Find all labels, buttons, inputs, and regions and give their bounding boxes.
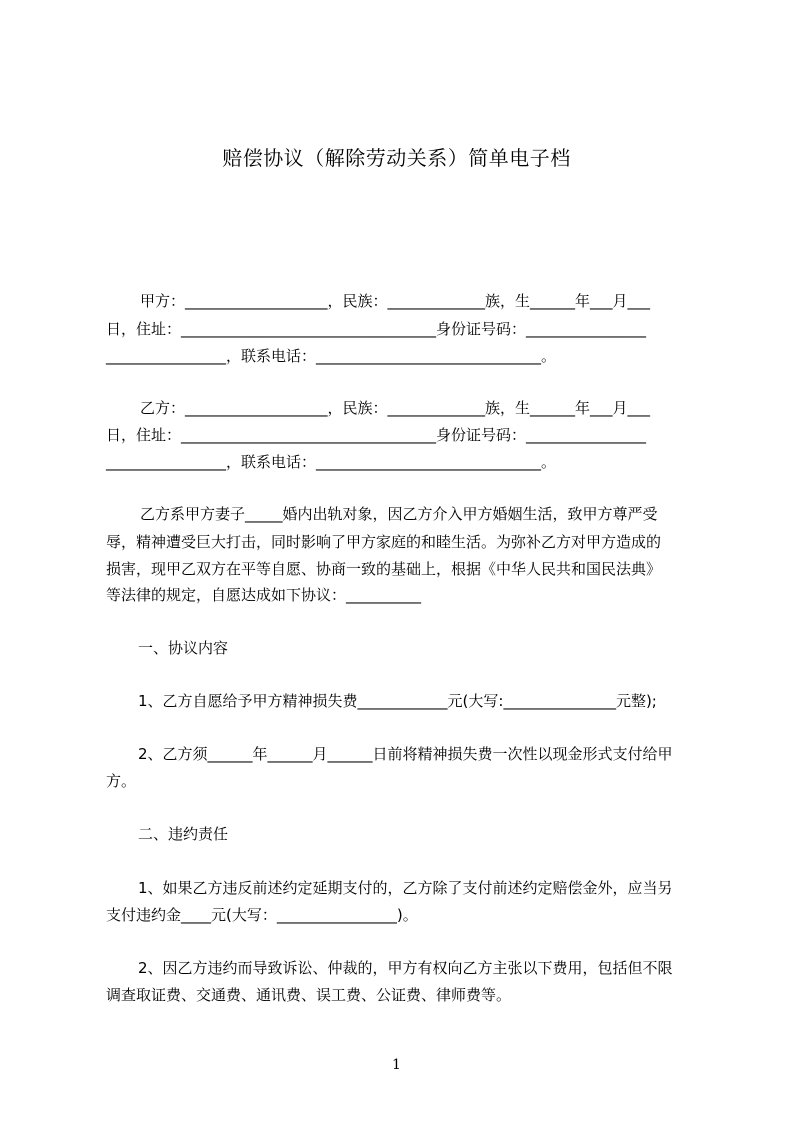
party-a-line-2: 日，住址：__________________________________身份证号码：________________ [106, 320, 647, 338]
preamble-line-1: 乙方系甲方妻子_____婚内出轨对象，因乙方介入甲方婚姻生活，致甲方尊严受 [140, 505, 658, 523]
section-2-item-2-line-2: 调查取证费、交通费、通讯费、误工费、公证费、律师费等。 [106, 986, 512, 1004]
party-a-line-3: ________________，联系电话：______________________________。 [106, 347, 557, 365]
section-2-heading: 二、违约责任 [138, 825, 229, 843]
document-title: 赔偿协议（解除劳动关系）简单电子档 [222, 146, 571, 170]
page-number: 1 [392, 1057, 401, 1073]
section-1-heading: 一、协议内容 [138, 639, 229, 657]
section-1-item-1: 1、乙方自愿给予甲方精神损失费____________元(大写:_______________元整); [138, 692, 657, 710]
party-a-line-1: 甲方：___________________，民族：_____________族，生______年___月___ [140, 292, 651, 310]
section-2-item-1-line-2: 支付违约金____元(大写：________________)。 [106, 906, 418, 924]
preamble-line-3: 损害，现甲乙双方在平等自愿、协商一致的基础上，根据《中华人民共和国民法典》 [106, 560, 662, 578]
preamble-line-4: 等法律的规定，自愿达成如下协议：__________ [106, 586, 422, 604]
preamble-line-2: 辱，精神遭受巨大打击，同时影响了甲方家庭的和睦生活。为弥补乙方对甲方造成的 [106, 533, 662, 551]
party-b-line-2: 日，住址：__________________________________身份证号码：________________ [106, 426, 647, 444]
section-1-item-2-line-2: 方。 [106, 772, 137, 790]
section-1-item-2-line-1: 2、乙方须______年______月______日前将精神损失费一次性以现金形式支付给甲 [138, 745, 673, 763]
section-2-item-2-line-1: 2、因乙方违约而导致诉讼、仲裁的，甲方有权向乙方主张以下费用，包括但不限 [138, 959, 673, 977]
party-b-line-1: 乙方：___________________，民族：_____________族，生______年___月___ [140, 399, 651, 417]
party-b-line-3: ________________，联系电话：______________________________。 [106, 453, 557, 471]
section-2-item-1-line-1: 1、如果乙方违反前述约定延期支付的，乙方除了支付前述约定赔偿金外，应当另 [138, 879, 673, 897]
